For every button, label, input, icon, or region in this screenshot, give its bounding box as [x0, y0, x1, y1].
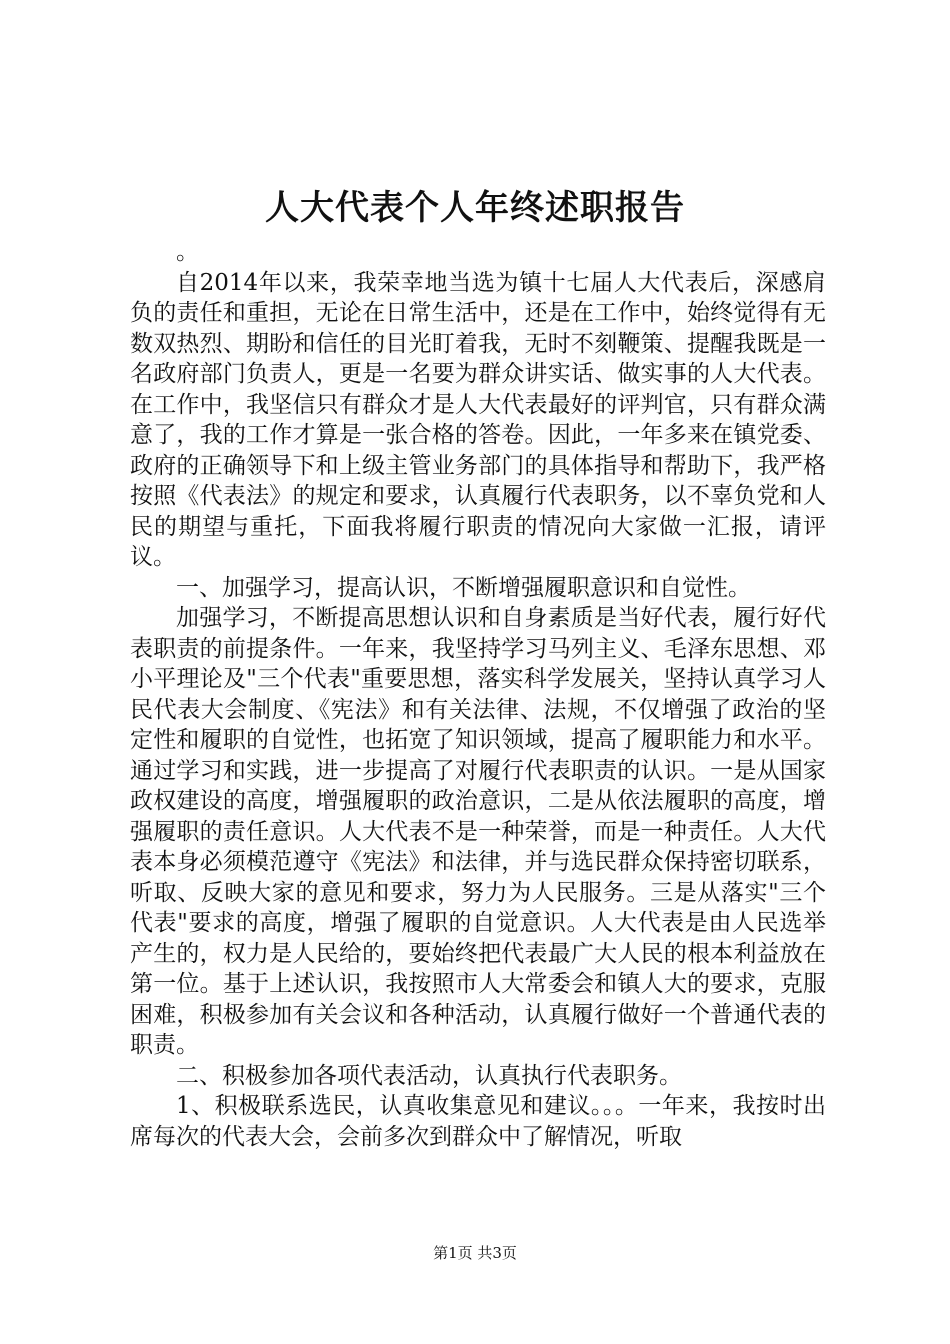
section-heading: 二、积极参加各项代表活动，认真执行代表职务。	[176, 1062, 682, 1089]
section-heading: 一、加强学习，提高认识，不断增强履职意识和自觉性。	[176, 574, 751, 601]
document-title: 人大代表个人年终述职报告	[265, 188, 685, 228]
document-body	[130, 237, 826, 1152]
paragraph: 自2014年以来，我荣幸地当选为镇十七届人大代表后，深感肩负的责任和重担，无论在日常生活中，还是在工作中，始终觉得有无数双热烈、期盼和信任的目光盯着我，无时不刻鞭策、提醒我既是一名政府部门负责人，更是一名要为群众讲实话、做实事的人大代表。在工作中，我坚信只有群众才是人大代表最好的评判官，只有群众满意了，我的工作才算是一张合格的答卷。因此，一年多来在镇党委、政府的正确领导下和上级主管业务部门的具体指导和帮助下，我严格按照《代表法》的规定和要求，认真履行代表职务，以不辜负党和人民的期望与重托，下面我将履行职责的情况向大家做一汇报，请评议。	[130, 269, 826, 570]
paragraph: 。	[176, 239, 199, 265]
page-footer: 第1页 共3页	[433, 1244, 517, 1262]
paragraph: 1、积极联系选民，认真收集意见和建议。。。一年来，我按时出席每次的代表大会，会前多次到群众中了解情况，听取	[130, 1093, 826, 1150]
paragraph: 加强学习，不断提高思想认识和自身素质是当好代表，履行好代表职责的前提条件。一年来，我坚持学习马列主义、毛泽东思想、邓小平理论及"三个代表"重要思想，落实科学发展关，坚持认真学习人民代表大会制度、《宪法》和有关法律、法规，不仅增强了政治的坚定性和履职的自觉性，也拓宽了知识领域，提高了履职能力和水平。通过学习和实践，进一步提高了对履行代表职责的认识。一是从国家政权建设的高度，增强履职的政治意识，二是从依法履职的高度，增强履职的责任意识。人大代表不是一种荣誉，而是一种责任。人大代表本身必须模范遵守《宪法》和法律，并与选民群众保持密切联系，听取、反映大家的意见和要求，努力为人民服务。三是从落实"三个代表"要求的高度，增强了履职的自觉意识。人大代表是由人民选举产生的，权力是人民给的，要始终把代表最广大人民的根本利益放在第一位。基于上述认识，我按照市人大常委会和镇人大的要求，克服困难，积极参加有关会议和各种活动，认真履行做好一个普通代表的职责。	[130, 605, 826, 1058]
